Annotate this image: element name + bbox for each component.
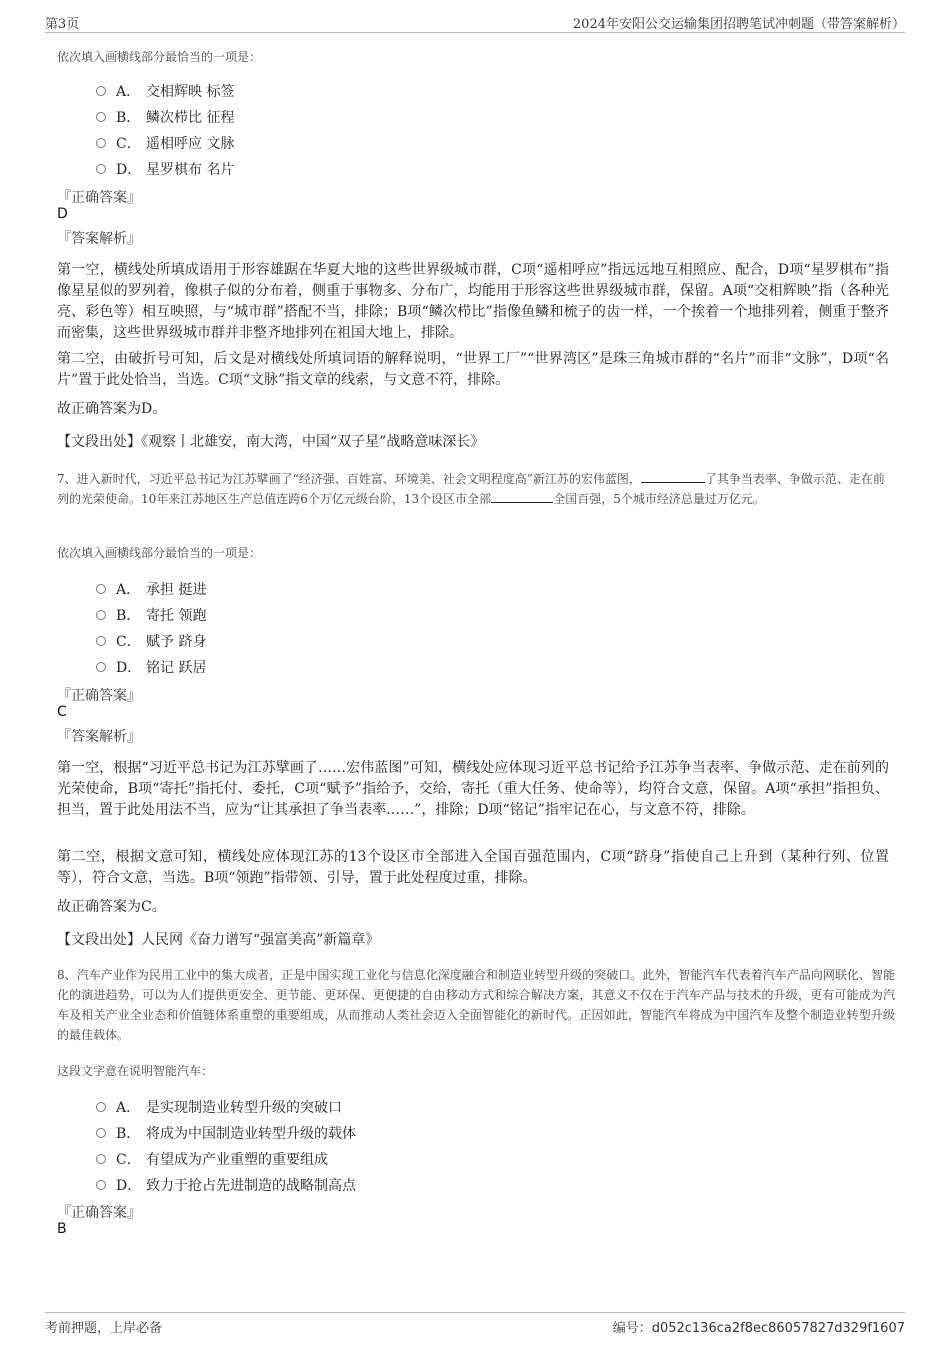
q7-blank-1 [641, 470, 705, 483]
q7-analysis-1: 第一空，根据“习近平总书记为江苏擘画了……宏伟蓝图”可知，横线处应体现习近平总书记给予江苏争当表率、争做示范、走在前列的光荣使命，B项“寄托”指托付、委托，C项“赋予”指给予，交给，寄托（重大任务、使命等），均符合文意，保留。A项“承担”指担负、担当，置于此处用法不当，应为“让其承担了争当表率……”，排除；D项“铭记”指牢记在心，与文意不符，排除。 [57, 760, 889, 818]
document-title: 2024年安阳公交运输集团招聘笔试冲刺题（带答案解析） [572, 17, 905, 32]
page-number: 第3页 [45, 17, 80, 32]
q6-source: 【文段出处】《观察丨北雄安，南大湾，中国“双子星”战略意味深长》 [57, 434, 485, 450]
radio-icon[interactable] [96, 1128, 106, 1138]
q6-option-b[interactable]: B． 鳞次栉比 征程 [96, 107, 234, 127]
q6-analysis-2: 第二空，由破折号可知，后文是对横线处所填词语的解释说明，“世界工厂”“世界湾区”是珠三角城市群的“名片”而非“文脉”，D项“名片”置于此处恰当，当选。C项“文脉”指文章的线索，与文意不符，排除。 [57, 351, 889, 388]
q7-stem: 7、进入新时代，习近平总书记为江苏擘画了“经济强、百姓富、环境美、社会文明程度高”新江苏的宏伟蓝图， 了其争当表率、争做示范、走在前列的光荣使命。10年来江苏地区生产总值连跨6个万亿元级台阶，13个设区市全部 全国百强，5个城市经济总量过万亿元。 [57, 472, 885, 506]
q7-option-d[interactable]: D． 铭记 跃居 [96, 657, 206, 677]
q8-option-c[interactable]: C． 有望成为产业重塑的重要组成 [96, 1149, 328, 1169]
radio-icon[interactable] [96, 1154, 106, 1164]
q7-analysis-label: 『答案解析』 [57, 729, 141, 745]
footer-slogan: 考前押题，上岸必备 [45, 1321, 163, 1336]
q6-analysis-label: 『答案解析』 [57, 231, 141, 247]
radio-icon[interactable] [96, 112, 106, 122]
q7-conclusion: 故正确答案为C。 [57, 899, 166, 915]
radio-icon[interactable] [96, 1102, 106, 1112]
document-code: 编号：d052c136ca2f8ec86057827d329f1607 [612, 1321, 905, 1336]
q6-option-c[interactable]: C． 遥相呼应 文脉 [96, 133, 234, 153]
q7-option-b[interactable]: B． 寄托 领跑 [96, 605, 206, 625]
radio-icon[interactable] [96, 662, 106, 672]
q7-answer-label: 『正确答案』 [57, 688, 141, 704]
q7-answer: C [57, 704, 67, 720]
q6-option-a[interactable]: A． 交相辉映 标签 [96, 81, 234, 101]
q8-option-d[interactable]: D． 致力于抢占先进制造的战略制高点 [96, 1175, 356, 1195]
radio-icon[interactable] [96, 584, 106, 594]
q7-analysis-2: 第二空，根据文意可知，横线处应体现江苏的13个设区市全部进入全国百强范围内，C项“跻身”指使自己上升到（某种行列、位置等），符合文意，当选。B项“领跑”指带领、引导，置于此处程度过重，排除。 [57, 849, 889, 886]
q7-option-a[interactable]: A． 承担 挺进 [96, 579, 206, 599]
q6-prompt: 依次填入画横线部分最恰当的一项是： [57, 50, 262, 64]
q8-answer-label: 『正确答案』 [57, 1205, 141, 1221]
radio-icon[interactable] [96, 86, 106, 96]
q8-option-b[interactable]: B． 将成为中国制造业转型升级的载体 [96, 1123, 356, 1143]
q7-blank-2 [491, 490, 553, 503]
q7-prompt: 依次填入画横线部分最恰当的一项是： [57, 546, 262, 560]
q6-answer: D [57, 206, 68, 222]
q8-answer: B [57, 1221, 67, 1237]
q8-stem: 8、汽车产业作为民用工业中的集大成者，正是中国实现工业化与信息化深度融合和制造业转型升级的突破口。此外，智能汽车代表着汽车产品向网联化、智能化的演进趋势，可以为人们提供更安全、更节能、更环保、更便捷的自由移动方式和综合解决方案，其意义不仅在于汽车产品与技术的升级，更有可能成为汽车及相关产业全业态和价值链体系重塑的重要组成，从而推动人类社会迈入全面智能化的新时代。正因如此，智能汽车将成为中国汽车及整个制造业转型升级的最佳载体。 [57, 968, 895, 1042]
page-footer [45, 1312, 905, 1335]
q7-option-c[interactable]: C． 赋予 跻身 [96, 631, 206, 651]
q7-source: 【文段出处】人民网《奋力谱写“强富美高”新篇章》 [57, 932, 380, 948]
q6-answer-label: 『正确答案』 [57, 190, 141, 206]
q6-analysis-1: 第一空，横线处所填成语用于形容雄踞在华夏大地的这些世界级城市群，C项“遥相呼应”指远远地互相照应、配合，D项“星罗棋布”指像星星似的罗列着，像棋子似的分布着，侧重于事物多、分布广，均能用于形容这些世界级城市群，保留。A项“交相辉映”指（各种光亮、彩色等）相互映照，与“城市群”搭配不当，排除；B项“鳞次栉比”指像鱼鳞和梳子的齿一样，一个挨着一个地排列着，侧重于整齐而密集，这些世界级城市群并非整齐地排列在祖国大地上，排除。 [57, 262, 889, 341]
q6-conclusion: 故正确答案为D。 [57, 401, 167, 417]
radio-icon[interactable] [96, 1180, 106, 1190]
radio-icon[interactable] [96, 164, 106, 174]
radio-icon[interactable] [96, 138, 106, 148]
q8-option-a[interactable]: A． 是实现制造业转型升级的突破口 [96, 1097, 342, 1117]
radio-icon[interactable] [96, 636, 106, 646]
q8-prompt: 这段文字意在说明智能汽车： [57, 1064, 214, 1078]
q6-option-d[interactable]: D． 星罗棋布 名片 [96, 159, 234, 179]
page-header [45, 12, 905, 33]
radio-icon[interactable] [96, 610, 106, 620]
